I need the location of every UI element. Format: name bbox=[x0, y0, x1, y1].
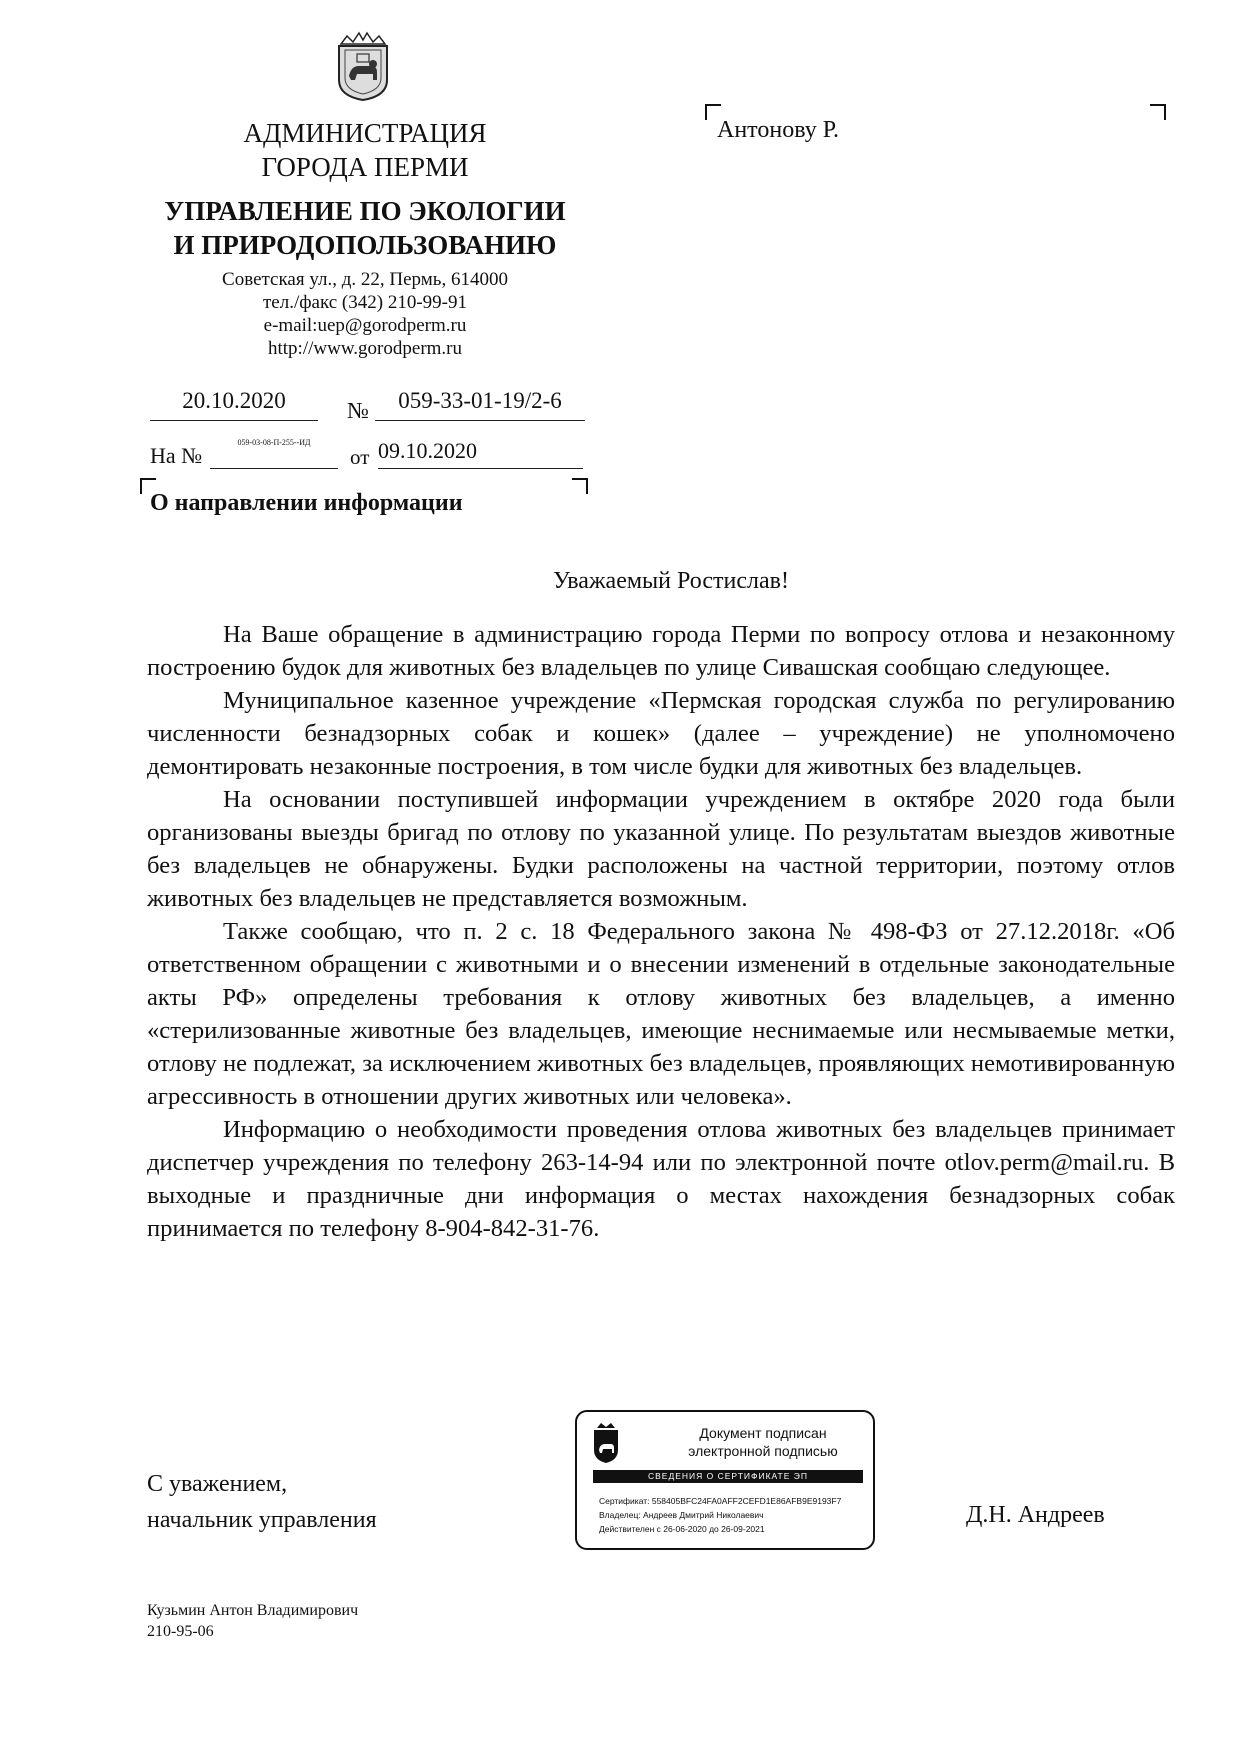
signature-closing: С уважением, bbox=[147, 1471, 288, 1497]
stamp-certificate-header: СВЕДЕНИЯ О СЕРТИФИКАТЕ ЭП bbox=[593, 1470, 863, 1483]
stamp-title-line-1: Документ подписан bbox=[699, 1425, 827, 1441]
subject-bracket-right bbox=[572, 478, 588, 494]
recipient-bracket-right bbox=[1150, 104, 1166, 120]
organization-name bbox=[180, 116, 550, 184]
organization-line-1: АДМИНИСТРАЦИЯ bbox=[243, 118, 487, 148]
reply-label: На № bbox=[150, 443, 203, 468]
registration-date: 20.10.2020 bbox=[150, 388, 318, 421]
executor-block bbox=[147, 1600, 358, 1642]
body-paragraph: Информацию о необходимости проведения отлова животных без владельцев принимает диспетчер учреждения по телефону 263-14-94 или по электронной почте otlov.perm@mail.ru. В выходные и праздничные дни информация о местах нахождения безнадзорных собак принимается по телефону 8-904-842-31-76. bbox=[147, 1116, 1175, 1242]
signatory-name: Д.Н. Андреев bbox=[966, 1502, 1105, 1528]
stamp-certificate-id: Сертификат: 558405BFC24FA0AFF2CEFD1E86AFB9E9193F7 bbox=[599, 1496, 842, 1506]
department-name bbox=[130, 194, 600, 262]
executor-phone: 210-95-06 bbox=[147, 1623, 214, 1640]
body-paragraph: Муниципальное казенное учреждение «Пермская городская служба по регулированию численности безнадзорных собак и кошек» (далее – учреждение) не уполномочено демонтировать незаконные построения, в том числе будки для животных без владельцев. bbox=[147, 687, 1175, 780]
department-line-1: УПРАВЛЕНИЕ ПО ЭКОЛОГИИ bbox=[164, 196, 566, 226]
recipient-name: Антонову Р. bbox=[717, 117, 840, 143]
region-emblem-icon bbox=[591, 1420, 621, 1464]
reply-from-label: от bbox=[350, 445, 370, 469]
body-paragraph: На Ваше обращение в администрацию города Перми по вопросу отлова и незаконному построению будок для животных без владельцев по улице Сивашская сообщаю следующее. bbox=[147, 621, 1175, 681]
electronic-signature-stamp bbox=[575, 1410, 875, 1550]
phone-text: тел./факс (342) 210-99-91 bbox=[263, 292, 467, 313]
signature-position: начальник управления bbox=[147, 1507, 377, 1533]
stamp-title-line-2: электронной подписью bbox=[688, 1443, 838, 1459]
city-coat-of-arms-icon bbox=[333, 30, 393, 102]
subject-line: О направлении информации bbox=[150, 490, 463, 516]
registration-number-label: № bbox=[347, 398, 369, 423]
registration-number: 059-33-01-19/2-6 bbox=[375, 388, 585, 421]
address-text: Советская ул., д. 22, Пермь, 614000 bbox=[222, 269, 508, 290]
executor-name: Кузьмин Антон Владимирович bbox=[147, 1602, 359, 1619]
reply-number: 059-03-08-П-255--ИД bbox=[210, 438, 338, 469]
website-text: http://www.gorodperm.ru bbox=[267, 338, 463, 359]
stamp-validity: Действителен с 26-06-2020 до 26-09-2021 bbox=[599, 1524, 765, 1534]
letter-body bbox=[147, 618, 1175, 1245]
email-text: e-mail:uep@gorodperm.ru bbox=[263, 315, 467, 336]
contact-block bbox=[165, 268, 565, 360]
stamp-title bbox=[663, 1424, 863, 1460]
stamp-owner: Владелец: Андреев Дмитрий Николаевич bbox=[599, 1510, 764, 1520]
body-paragraph: На основании поступившей информации учреждением в октябре 2020 года были организованы выезды бригад по отлову по указанной улице. По результатам выездов животные без владельцев не обнаружены. Будки расположены на частной территории, поэтому отлов животных без владельцев не представляется возможным. bbox=[147, 786, 1175, 912]
department-line-2: И ПРИРОДОПОЛЬЗОВАНИЮ bbox=[173, 230, 557, 260]
body-paragraph: Также сообщаю, что п. 2 с. 18 Федерального закона № 498-ФЗ от 27.12.2018г. «Об ответственном обращении с животными и о внесении изменений в отдельные законодательные акты РФ» определены требования к отлову животных без владельцев, а именно «стерилизованные животные без владельцев, имеющие неснимаемые или несмываемые метки, отлову не подлежат, за исключением животных без владельцев, проявляющих немотивированную агрессивность в отношении других животных или человека». bbox=[147, 918, 1175, 1110]
signature-block bbox=[147, 1466, 377, 1538]
reply-date: 09.10.2020 bbox=[378, 438, 583, 469]
salutation: Уважаемый Ростислав! bbox=[553, 568, 789, 594]
organization-line-2: ГОРОДА ПЕРМИ bbox=[261, 152, 469, 182]
